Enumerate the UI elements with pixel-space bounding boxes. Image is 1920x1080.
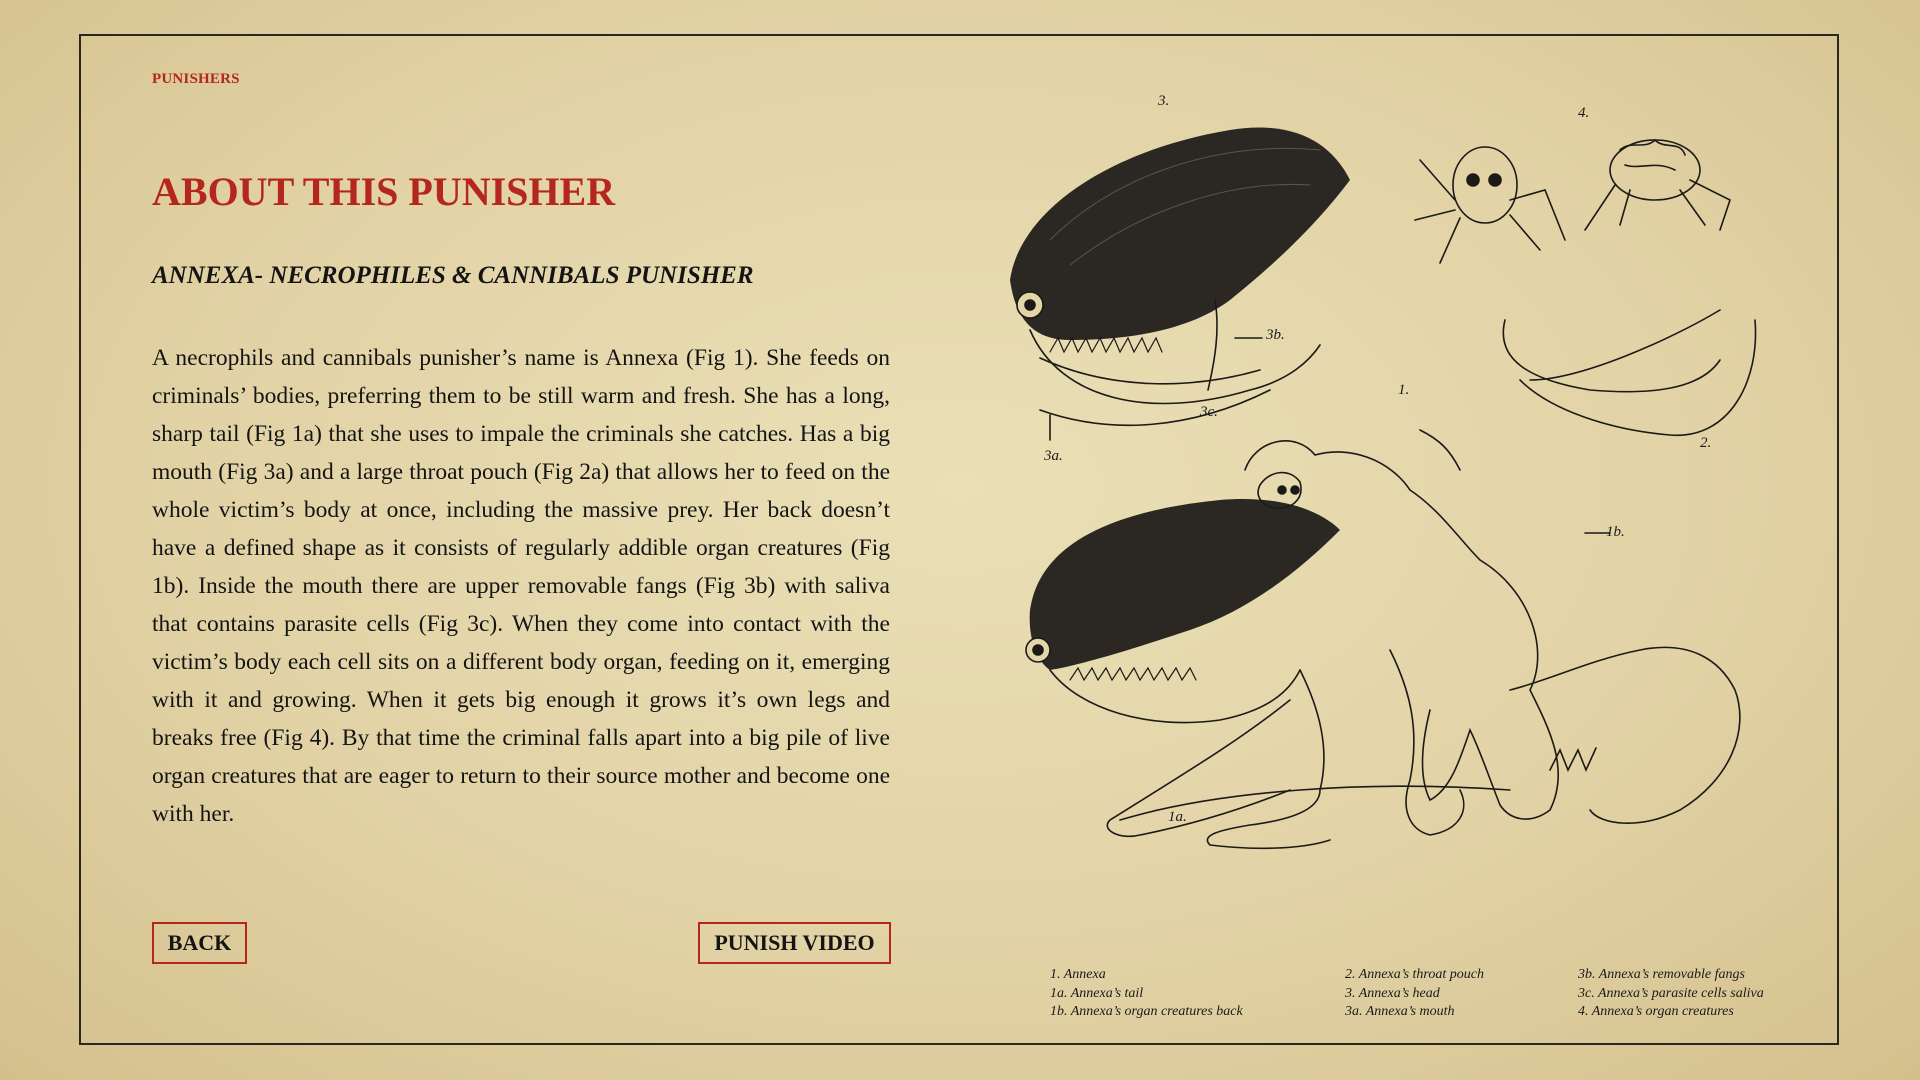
throat-pouch-sketch bbox=[1503, 310, 1755, 435]
legend-column-1 bbox=[1050, 966, 1243, 1022]
punish-video-button[interactable]: PUNISH VIDEO bbox=[698, 922, 891, 964]
annexa-sketch bbox=[990, 90, 1780, 910]
annexa-illustration bbox=[990, 90, 1780, 910]
fig-label-3a: 3a. bbox=[1044, 448, 1063, 464]
legend-item: 3a. Annexa’s mouth bbox=[1345, 1004, 1455, 1019]
annexa-body-sketch bbox=[1026, 430, 1740, 848]
fig-label-3: 3. bbox=[1158, 93, 1170, 109]
punisher-subtitle: ANNEXA- NECROPHILES & CANNIBALS PUNISHER bbox=[152, 262, 754, 289]
annexa-head-sketch bbox=[1010, 127, 1350, 440]
fig-label-1b: 1b. bbox=[1606, 524, 1625, 540]
fig-label-2: 2. bbox=[1700, 435, 1712, 451]
punisher-description: A necrophils and cannibals punisher’s name is Annexa (Fig 1). She feeds on criminals’ bodies, preferring them to be still warm and fresh. She has a long, sharp tail (Fig 1a) that she uses to impale the criminals she catches. Has a big mouth (Fig 3a) and a large throat pouch (Fig 2a) that allows her to feed on the whole victim’s body at once, including the massive prey. Her back doesn’t have a defined shape as it consists of regularly addible organ creatures (Fig 1b). Inside the mouth there are upper removable fangs (Fig 3b) with saliva that contains parasite cells (Fig 3c). When they come into contact with the victim’s body each cell sits on a different body organ, feeding on it, emerging with it and growing. When it gets big enough it grows it’s own legs and breaks free (Fig 4). By that time the criminal falls apart into a big pile of live organ creatures that are eager to return to their source mother and become one with her. bbox=[152, 345, 890, 827]
page-title: ABOUT THIS PUNISHER bbox=[152, 169, 616, 214]
legend-item: 1a. Annexa’s tail bbox=[1050, 985, 1144, 1001]
legend-column-3 bbox=[1578, 966, 1764, 1022]
legend-item: 2. Annexa’s throat pouch bbox=[1345, 967, 1484, 982]
legend-item: 1. Annexa bbox=[1050, 967, 1106, 982]
fig-label-3c: 3c. bbox=[1200, 404, 1218, 420]
fig-label-3b: 3b. bbox=[1266, 327, 1285, 343]
legend-item: 3. Annexa’s head bbox=[1345, 985, 1440, 1001]
legend-item: 3b. Annexa’s removable fangs bbox=[1578, 967, 1745, 982]
fig-label-1a: 1a. bbox=[1168, 809, 1187, 825]
breadcrumb[interactable]: PUNISHERS bbox=[152, 71, 240, 87]
legend-item: 3c. Annexa’s parasite cells saliva bbox=[1578, 985, 1764, 1001]
legend-item: 4. Annexa’s organ creatures bbox=[1578, 1004, 1734, 1019]
organ-creatures-sketch bbox=[1415, 140, 1730, 263]
fig-label-4: 4. bbox=[1578, 105, 1590, 121]
legend-column-2 bbox=[1345, 966, 1484, 1022]
legend-item: 1b. Annexa’s organ creatures back bbox=[1050, 1004, 1243, 1019]
back-button[interactable]: BACK bbox=[152, 922, 247, 964]
fig-label-1: 1. bbox=[1398, 382, 1410, 398]
